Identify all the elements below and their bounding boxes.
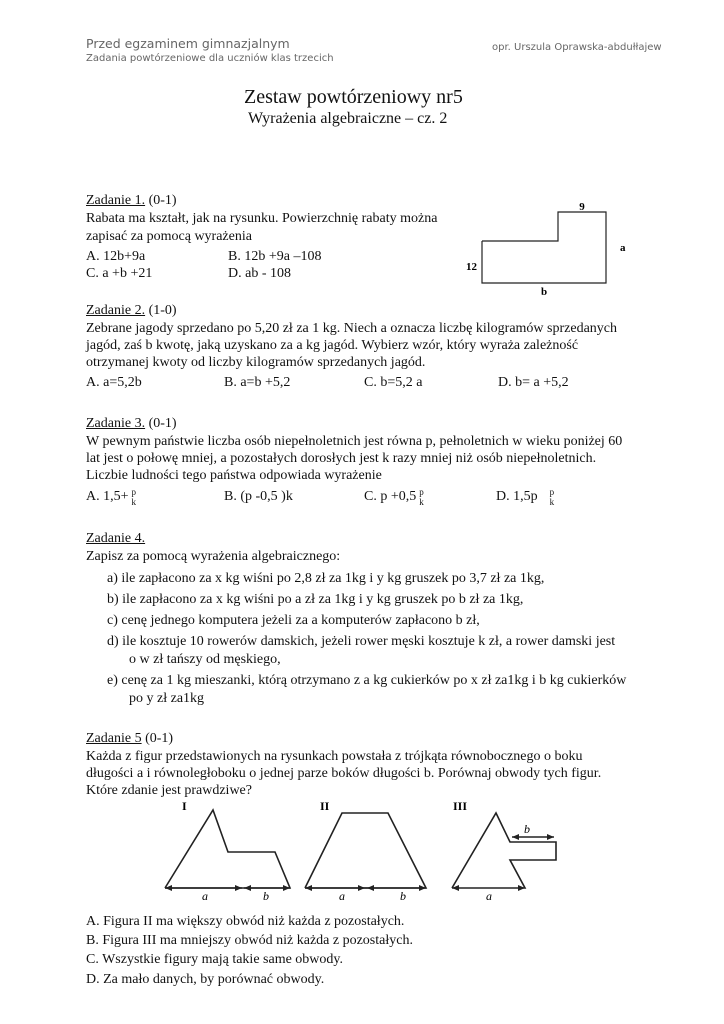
task2-text-line1: Zebrane jagody sprzedano po 5,20 zł za 1 kg. Niech a oznacza liczbę kilogramów sprzedanych (86, 321, 617, 336)
task2-option-c: C. b=5,2 a (364, 375, 423, 390)
figure-1-label-a: a (202, 889, 208, 900)
task5-text-line1: Każda z figur przedstawionych na rysunkach powstała z trójkąta równobocznego o boku (86, 749, 583, 764)
figure-1-label: I (182, 800, 187, 813)
task1-heading: Zadanie 1. (0-1) (86, 193, 177, 208)
task3-option-b: B. (p -0,5 )k (224, 489, 293, 504)
fig1-label-bottom: b (540, 286, 548, 298)
figure-2-label-a: a (339, 889, 345, 900)
task2-text-line2: jagód, zaś b kwotę, jaką uzyskano za a kg jagód. Wybierz wzór, który wyraża zależność (86, 338, 579, 353)
task3-option-d: D. 1,5p p k (496, 486, 555, 507)
figure-3-label-a: a (486, 889, 492, 900)
fraction-p-over-k: p k (549, 486, 555, 507)
task1-option-c: C. a +b +21 (86, 266, 153, 281)
task1-option-d: D. ab - 108 (228, 266, 291, 281)
task4-item-b: b) ile zapłacono za x kg wiśni po a zł za 1kg i y kg gruszek po b zł za 1kg, (107, 592, 524, 607)
task5-option-d: D. Za mało danych, by porównać obwody. (86, 972, 325, 987)
task5-text-line3: Które zdanie jest prawdziwe? (86, 783, 252, 798)
task5-figures (160, 800, 560, 900)
task2-text-line3: otrzymanej kwoty od liczby kilogramów sprzedanych jagód. (86, 355, 426, 370)
fig1-label-top: 9 (579, 201, 585, 213)
figure-3-label-b: b (524, 822, 530, 836)
fig1-label-left: 12 (466, 261, 477, 273)
task3-option-a: A. 1,5+ p k (86, 486, 137, 507)
header-subtitle: Zadania powtórzeniowe dla uczniów klas trzecich (86, 53, 334, 64)
fraction-p-over-k: p k (131, 486, 137, 507)
task5-heading: Zadanie 5 (0-1) (86, 731, 174, 746)
task2-option-b: B. a=b +5,2 (224, 375, 291, 390)
task1-option-b: B. 12b +9a –108 (228, 249, 322, 264)
figure-2-label: II (320, 800, 330, 813)
task1-flowerbed-figure (460, 198, 640, 298)
task5-text-line2: długości a i równoległoboku o jednej parze boków długości b. Porównaj obwody tych figur. (86, 766, 602, 781)
figure-3-label: III (453, 800, 468, 813)
task3-heading: Zadanie 3. (0-1) (86, 416, 177, 431)
task3-text-line2: lat jest o połowę mniej, a pozostałych dorosłych jest k razy mniej niż osób niepełnoletnich. (86, 451, 597, 466)
header-author: opr. Urszula Oprawska-abdułłajew (492, 42, 662, 53)
figure-1-shape (165, 810, 290, 888)
figure-2-shape (305, 813, 426, 888)
task2-heading: Zadanie 2. (1-0) (86, 303, 177, 318)
task2-option-d: D. b= a +5,2 (498, 375, 569, 390)
task4-item-c: c) cenę jednego komputera jeżeli za a komputerów zapłacono b zł, (107, 613, 480, 628)
task5-option-c: C. Wszystkie figury mają takie same obwody. (86, 952, 343, 967)
task4-item-d-line1: d) ile kosztuje 10 rowerów damskich, jeżeli rower męski kosztuje k zł, a rower damski jest (107, 634, 616, 649)
task4-item-a: a) ile zapłacono za x kg wiśni po 2,8 zł za 1kg i y kg gruszek po 3,7 zł za 1kg, (107, 571, 545, 586)
task4-item-e-line2: po y zł za1kg (129, 691, 205, 706)
task4-intro: Zapisz za pomocą wyrażenia algebraicznego: (86, 549, 341, 564)
task4-item-e-line1: e) cenę za 1 kg mieszanki, którą otrzymano z a kg cukierków po x zł za1kg i b kg cukierków (107, 673, 627, 688)
figure-2-label-b: b (400, 889, 406, 900)
page-subtitle: Wyrażenia algebraiczne – cz. 2 (248, 110, 448, 127)
header-title: Przed egzaminem gimnazjalnym (86, 36, 290, 51)
fig1-label-right: a (620, 242, 626, 254)
figure-1-label-b: b (263, 889, 269, 900)
page-title: Zestaw powtórzeniowy nr5 (244, 86, 463, 108)
task1-option-a: A. 12b+9a (86, 249, 146, 264)
task5-option-a: A. Figura II ma większy obwód niż każda z pozostałych. (86, 914, 405, 929)
task1-text-line2: zapisać za pomocą wyrażenia (86, 229, 252, 244)
task4-heading: Zadanie 4. (86, 531, 146, 546)
task1-text-line1: Rabata ma kształt, jak na rysunku. Powierzchnię rabaty można (86, 211, 438, 226)
task3-text-line1: W pewnym państwie liczba osób niepełnoletnich jest równa p, pełnoletnich w wieku poniżej 60 (86, 434, 623, 449)
figure-3-shape (452, 813, 556, 888)
fraction-p-over-k: p k (419, 486, 424, 507)
task2-option-a: A. a=5,2b (86, 375, 142, 390)
task3-option-c: C. p +0,5 p k (364, 486, 424, 507)
task4-item-d-line2: o w zł tańszy od męskiego, (129, 652, 281, 667)
task5-option-b: B. Figura III ma mniejszy obwód niż każda z pozostałych. (86, 933, 413, 948)
task3-text-line3: Liczbie ludności tego państwa odpowiada wyrażenie (86, 468, 382, 483)
